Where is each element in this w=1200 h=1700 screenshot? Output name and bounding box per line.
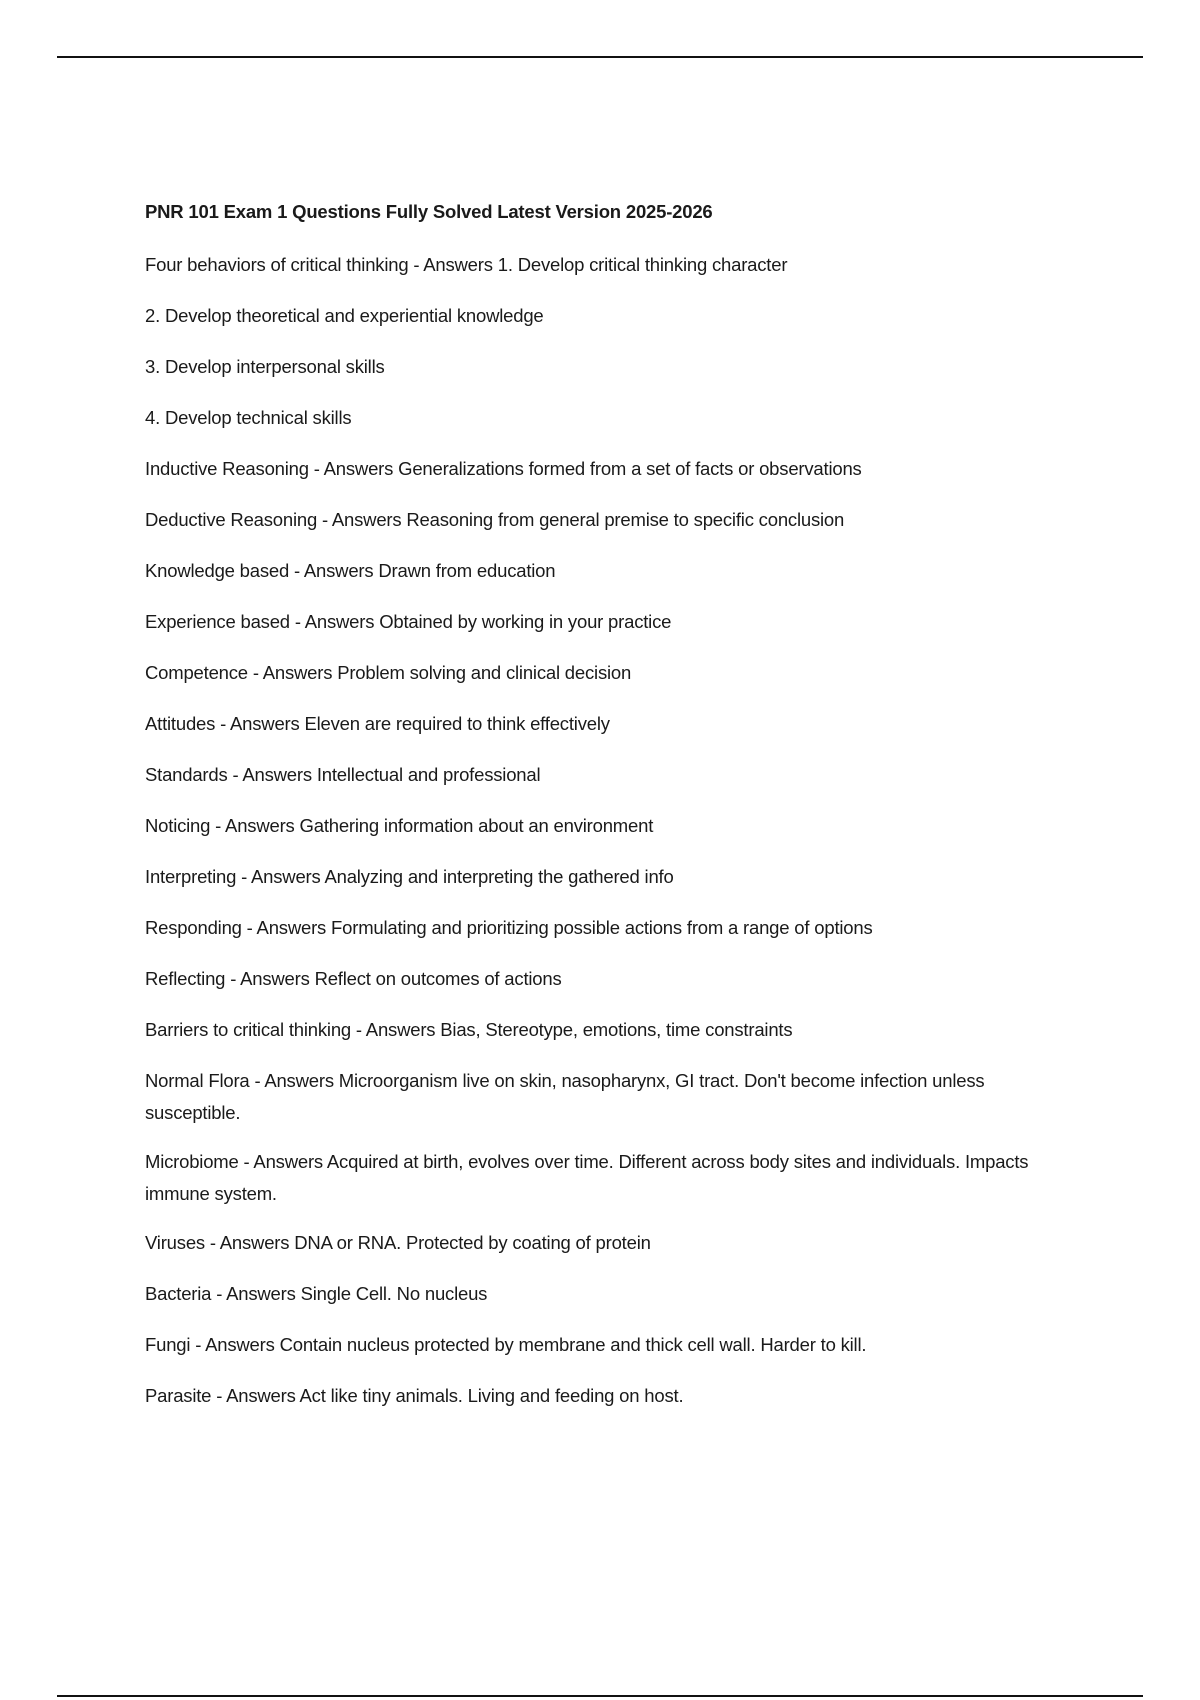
qa-line: 3. Develop interpersonal skills bbox=[145, 356, 385, 377]
qa-line: Inductive Reasoning - Answers Generalizations formed from a set of facts or observations bbox=[145, 458, 862, 479]
qa-line: Knowledge based - Answers Drawn from education bbox=[145, 560, 556, 581]
qa-line: Barriers to critical thinking - Answers Bias, Stereotype, emotions, time constraints bbox=[145, 1019, 793, 1040]
document-title: PNR 101 Exam 1 Questions Fully Solved Latest Version 2025-2026 bbox=[145, 201, 713, 222]
qa-line: Standards - Answers Intellectual and professional bbox=[145, 764, 541, 785]
qa-line: 2. Develop theoretical and experiential knowledge bbox=[145, 305, 544, 326]
qa-line: Experience based - Answers Obtained by working in your practice bbox=[145, 611, 672, 632]
qa-line: Attitudes - Answers Eleven are required to think effectively bbox=[145, 713, 610, 734]
qa-line: Parasite - Answers Act like tiny animals. Living and feeding on host. bbox=[145, 1385, 684, 1406]
qa-line: Competence - Answers Problem solving and clinical decision bbox=[145, 662, 632, 683]
qa-line: 4. Develop technical skills bbox=[145, 407, 352, 428]
document-body bbox=[145, 198, 1075, 1431]
qa-line: Noticing - Answers Gathering information about an environment bbox=[145, 815, 654, 836]
qa-line: Fungi - Answers Contain nucleus protected by membrane and thick cell wall. Harder to kill. bbox=[145, 1334, 867, 1355]
qa-line: Viruses - Answers DNA or RNA. Protected by coating of protein bbox=[145, 1232, 651, 1253]
qa-line: Deductive Reasoning - Answers Reasoning from general premise to specific conclusion bbox=[145, 509, 845, 530]
qa-line: Interpreting - Answers Analyzing and interpreting the gathered info bbox=[145, 866, 674, 887]
header-rule bbox=[57, 56, 1143, 58]
qa-line: Normal Flora - Answers Microorganism live on skin, nasopharynx, GI tract. Don't become infection unless susceptible. bbox=[145, 1070, 985, 1123]
footer-rule bbox=[57, 1695, 1143, 1697]
qa-line: Bacteria - Answers Single Cell. No nucleus bbox=[145, 1283, 488, 1304]
qa-line: Responding - Answers Formulating and prioritizing possible actions from a range of options bbox=[145, 917, 873, 938]
qa-line: Microbiome - Answers Acquired at birth, evolves over time. Different across body sites and individuals. Impacts immune system. bbox=[145, 1151, 1029, 1204]
qa-line: Four behaviors of critical thinking - Answers 1. Develop critical thinking character bbox=[145, 254, 788, 275]
qa-line: Reflecting - Answers Reflect on outcomes of actions bbox=[145, 968, 562, 989]
